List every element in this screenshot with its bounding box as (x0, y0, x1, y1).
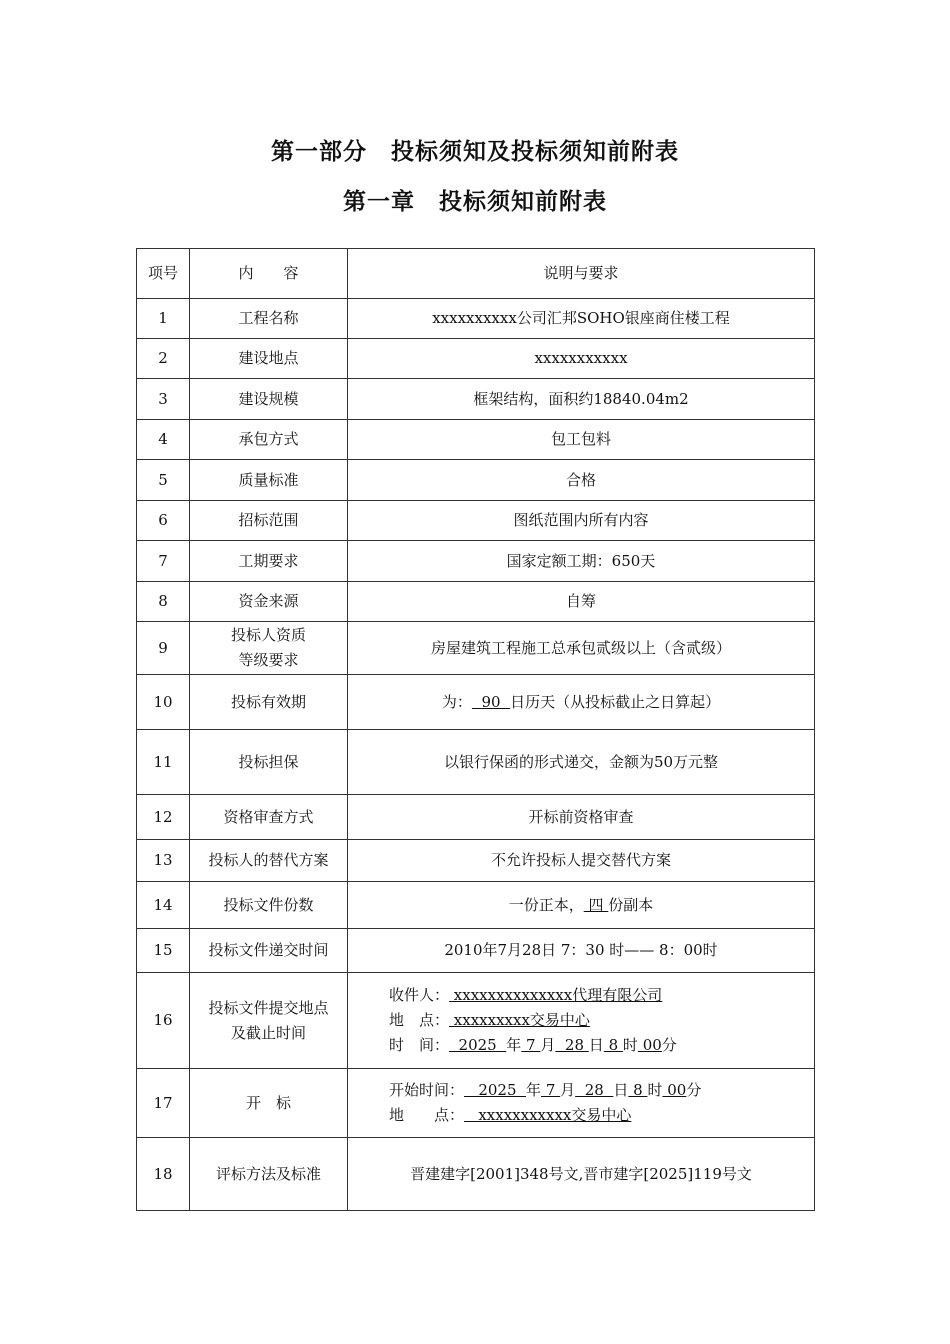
row-desc: 合格 (348, 460, 815, 501)
hour-unit: 时 (647, 1081, 663, 1099)
month-value: 7 (541, 1081, 561, 1099)
year-value: 2025 (449, 1036, 507, 1054)
row-no: 11 (137, 730, 190, 795)
table-row (137, 622, 815, 675)
hour-value: 8 (628, 1081, 648, 1099)
day-unit: 日 (588, 1036, 604, 1054)
row-desc: xxxxxxxxxx公司汇邦SOHO银座商住楼工程 (348, 299, 815, 339)
table-header-row (137, 249, 815, 299)
row-item: 质量标准 (190, 460, 348, 501)
desc-text: 份副本 (608, 895, 654, 914)
table-row (137, 379, 815, 420)
copies-count: 四 (583, 895, 609, 914)
row-item: 资格审查方式 (190, 795, 348, 840)
row-desc (348, 1069, 815, 1138)
table-row (137, 339, 815, 379)
row-desc: 自筹 (348, 582, 815, 622)
row-item: 工期要求 (190, 541, 348, 582)
row-item: 建设地点 (190, 339, 348, 379)
row-item-line: 等级要求 (238, 651, 299, 669)
place-label: 地 点： (389, 1106, 465, 1124)
time-line (389, 1033, 810, 1058)
row-desc: 以银行保函的形式递交，金额为50万元整 (348, 730, 815, 795)
month-value: 7 (521, 1036, 541, 1054)
row-desc: 框架结构，面积约18840.04m2 (348, 379, 815, 420)
row-no: 16 (137, 973, 190, 1069)
start-time-line (389, 1078, 810, 1103)
row-item: 评标方法及标准 (190, 1138, 348, 1211)
table-row (137, 501, 815, 541)
row-desc (348, 675, 815, 730)
month-unit: 月 (540, 1036, 556, 1054)
table-row (137, 460, 815, 501)
receiver-line (389, 983, 810, 1008)
row-desc: 国家定额工期：650天 (348, 541, 815, 582)
row-no: 14 (137, 882, 190, 929)
year-value: 2025 (464, 1081, 527, 1099)
row-item (190, 973, 348, 1069)
row-desc: xxxxxxxxxxx (348, 339, 815, 379)
row-item: 投标人的替代方案 (190, 840, 348, 882)
table-row (137, 582, 815, 622)
part-title: 第一部分 投标须知及投标须知前附表 (271, 139, 679, 165)
row-no: 15 (137, 929, 190, 973)
table-row (137, 1138, 815, 1211)
row-no: 4 (137, 420, 190, 460)
row-desc: 图纸范围内所有内容 (348, 501, 815, 541)
place-label: 地 点： (389, 1011, 450, 1029)
month-unit: 月 (560, 1081, 576, 1099)
table-row (137, 795, 815, 840)
minute-unit: 分 (686, 1081, 702, 1099)
row-desc (348, 973, 815, 1069)
row-item: 投标有效期 (190, 675, 348, 730)
table-row (137, 541, 815, 582)
desc-text: 一份正本， (508, 895, 584, 914)
day-value: 28 (575, 1081, 614, 1099)
receiver-label: 收件人： (389, 986, 450, 1004)
row-no: 3 (137, 379, 190, 420)
row-item: 工程名称 (190, 299, 348, 339)
row-no: 17 (137, 1069, 190, 1138)
table-row (137, 1069, 815, 1138)
row-desc: 不允许投标人提交替代方案 (348, 840, 815, 882)
chapter-title: 第一章 投标须知前附表 (343, 189, 607, 215)
place-value: xxxxxxxxxxx交易中心 (464, 1106, 632, 1124)
receiver-value: xxxxxxxxxxxxxx代理有限公司 (449, 986, 663, 1004)
row-no: 1 (137, 299, 190, 339)
row-desc: 包工包料 (348, 420, 815, 460)
table-row (137, 929, 815, 973)
year-unit: 年 (526, 1081, 542, 1099)
time-label: 时 间： (389, 1036, 450, 1054)
row-no: 8 (137, 582, 190, 622)
row-no: 6 (137, 501, 190, 541)
row-item-line: 投标文件提交地点 (208, 998, 329, 1017)
row-no: 18 (137, 1138, 190, 1211)
day-unit: 日 (613, 1081, 629, 1099)
row-no: 10 (137, 675, 190, 730)
row-item: 建设规模 (190, 379, 348, 420)
row-no: 9 (137, 622, 190, 675)
row-item-line: 投标人资质 (230, 626, 306, 644)
table-row (137, 730, 815, 795)
row-item: 招标范围 (190, 501, 348, 541)
day-value: 28 (555, 1036, 589, 1054)
row-item: 投标担保 (190, 730, 348, 795)
header-item: 内 容 (190, 249, 348, 299)
row-item: 承包方式 (190, 420, 348, 460)
table-row (137, 973, 815, 1069)
minute-value: 00 (637, 1036, 662, 1054)
hour-unit: 时 (622, 1036, 638, 1054)
minute-unit: 分 (661, 1036, 677, 1054)
instructions-table (136, 248, 815, 1211)
header-desc: 说明与要求 (348, 249, 815, 299)
year-unit: 年 (506, 1036, 522, 1054)
row-desc: 晋建建字[2001]348号文,晋市建字[2025]119号文 (348, 1138, 815, 1211)
start-label: 开始时间： (389, 1081, 465, 1099)
row-desc: 2010年7月28日 7：30 时—— 8：00时 (348, 929, 815, 973)
row-no: 13 (137, 840, 190, 882)
place-value: xxxxxxxxx交易中心 (449, 1011, 590, 1029)
table-row (137, 840, 815, 882)
header-no: 项号 (137, 249, 190, 299)
row-item: 资金来源 (190, 582, 348, 622)
hour-value: 8 (603, 1036, 623, 1054)
place-line (389, 1008, 810, 1033)
validity-days: 90 (471, 692, 511, 711)
desc-text: 日历天（从投标截止之日算起） (510, 692, 721, 711)
row-desc (348, 882, 815, 929)
row-item: 开 标 (190, 1069, 348, 1138)
row-item (190, 622, 348, 675)
place-line (389, 1103, 810, 1128)
desc-text: 为： (441, 692, 472, 711)
row-desc: 房屋建筑工程施工总承包贰级以上（含贰级） (348, 622, 815, 675)
table-row (137, 882, 815, 929)
row-no: 12 (137, 795, 190, 840)
table-row (137, 675, 815, 730)
table-row (137, 299, 815, 339)
row-item-line: 及截止时间 (230, 1023, 306, 1042)
row-no: 5 (137, 460, 190, 501)
row-item: 投标文件递交时间 (190, 929, 348, 973)
row-no: 2 (137, 339, 190, 379)
minute-value: 00 (662, 1081, 687, 1099)
table-row (137, 420, 815, 460)
row-no: 7 (137, 541, 190, 582)
row-desc: 开标前资格审查 (348, 795, 815, 840)
row-item: 投标文件份数 (190, 882, 348, 929)
